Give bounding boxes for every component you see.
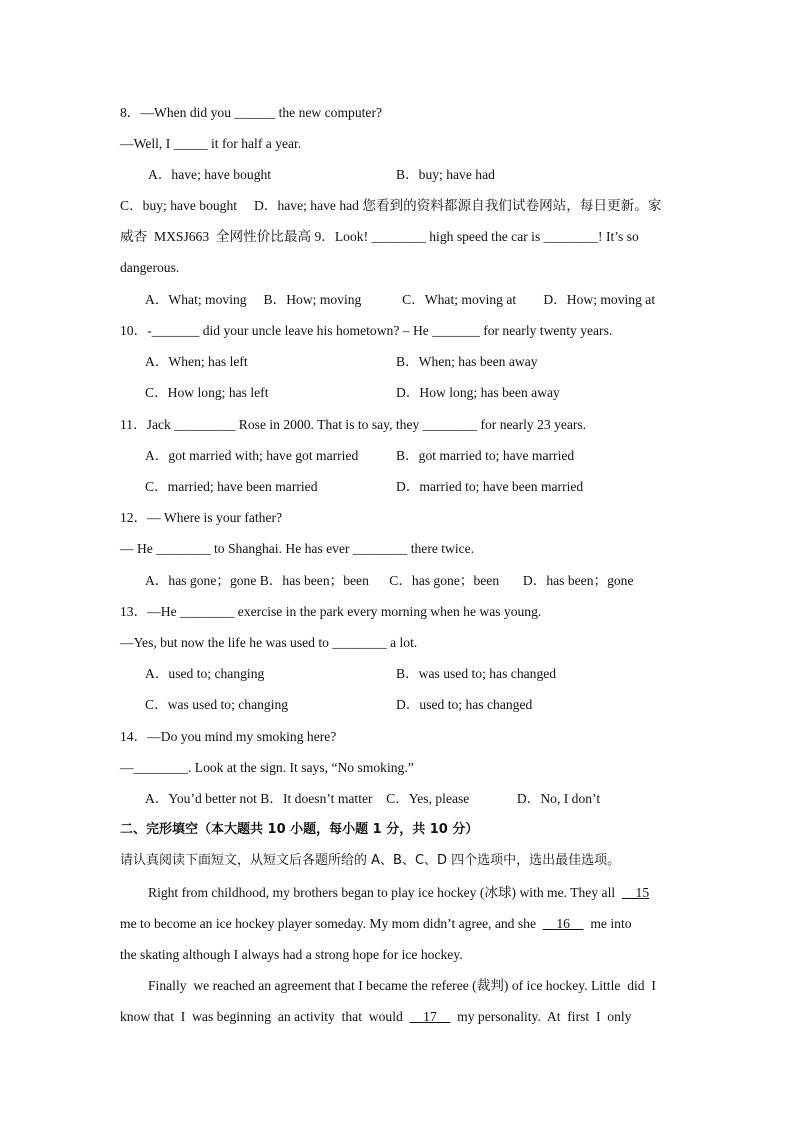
q9-stem: 威杏 MXSJ663 全网性价比最高 9．Look! ________ high speed the car is ________! It’s so (120, 229, 639, 244)
q11-option-d: D．married to; have been married (396, 479, 584, 494)
q14-stem: 14．—Do you mind my smoking here? (120, 729, 337, 744)
blank-16 (543, 916, 584, 931)
blank-number: 16 (556, 916, 570, 931)
blank-17 (410, 1009, 451, 1024)
q9-options: A．What; moving B．How; moving C．What; moving at D．How; moving at (145, 292, 656, 307)
q11-stem: 11．Jack _________ Rose in 2000. That is to say, they ________ for nearly 23 years. (120, 417, 587, 432)
q8-stem: 8．—When did you ______ the new computer? (120, 105, 382, 120)
q14-options: A．You’d better not B．It doesn’t matter C．Yes, please D．No, I don’t (145, 791, 601, 806)
q10-option-d: D．How long; has been away (396, 385, 560, 400)
passage-line-4: Finally we reached an agreement that I became the referee (裁判) of ice hockey. Little did I (148, 978, 656, 993)
q11-option-b: B．got married to; have married (396, 448, 575, 463)
passage-text: me into (590, 916, 632, 931)
passage-line-3: the skating although I always had a strong hope for ice hockey. (120, 947, 463, 962)
q8-option-cd: C．buy; have bought D．have; have had 您看到的资料都源自我们试卷网站，每日更新。家 (120, 198, 662, 213)
blank-15 (622, 885, 649, 900)
q13-option-d: D．used to; has changed (396, 697, 533, 712)
q10-stem: 10．-_______ did your uncle leave his hometown? – He _______ for nearly twenty years. (120, 323, 613, 338)
q14-line2: —________. Look at the sign. It says, “No smoking.” (120, 760, 414, 775)
q10-option-a: A．When; has left (145, 354, 248, 369)
passage-line-5 (120, 1008, 631, 1026)
q12-line2: — He ________ to Shanghai. He has ever ________ there twice. (120, 541, 475, 556)
q11-option-c: C．married; have been married (145, 479, 318, 494)
section-instruction: 请认真阅读下面短文，从短文后各题所给的 A、B、C、D 四个选项中，选出最佳选项。 (120, 853, 621, 868)
q13-option-a: A．used to; changing (145, 666, 265, 681)
section-heading: 二、完形填空（本大题共 10 小题，每小题 1 分，共 10 分） (120, 822, 479, 837)
passage-text: me to become an ice hockey player someday. My mom didn’t agree, and she (120, 916, 536, 931)
passage-line-2 (120, 915, 632, 933)
q10-option-c: C．How long; has left (145, 385, 269, 400)
q13-option-b: B．was used to; has changed (396, 666, 557, 681)
q11-option-a: A．got married with; have got married (145, 448, 359, 463)
q8-option-b: B．buy; have had (396, 167, 495, 182)
q8-option-a: A．have; have bought (148, 167, 272, 182)
passage-text: my personality. At first I only (457, 1009, 632, 1024)
q12-stem: 12．— Where is your father? (120, 510, 283, 525)
q13-stem: 13．—He ________ exercise in the park every morning when he was young. (120, 604, 542, 619)
q8-line2: —Well, I _____ it for half a year. (120, 136, 302, 151)
q13-line2: —Yes, but now the life he was used to ________ a lot. (120, 635, 418, 650)
q10-option-b: B．When; has been away (396, 354, 538, 369)
q13-option-c: C．was used to; changing (145, 697, 289, 712)
q12-options: A．has gone；gone B．has been；been C．has gone；been D．has been；gone (145, 573, 634, 588)
passage-text: Right from childhood, my brothers began to play ice hockey (冰球) with me. They all (148, 885, 616, 900)
passage-text: know that I was beginning an activity that would (120, 1009, 403, 1024)
passage-line-1 (148, 884, 649, 902)
blank-number: 17 (423, 1009, 437, 1024)
blank-number: 15 (635, 885, 650, 900)
q9-line2: dangerous. (120, 260, 180, 275)
